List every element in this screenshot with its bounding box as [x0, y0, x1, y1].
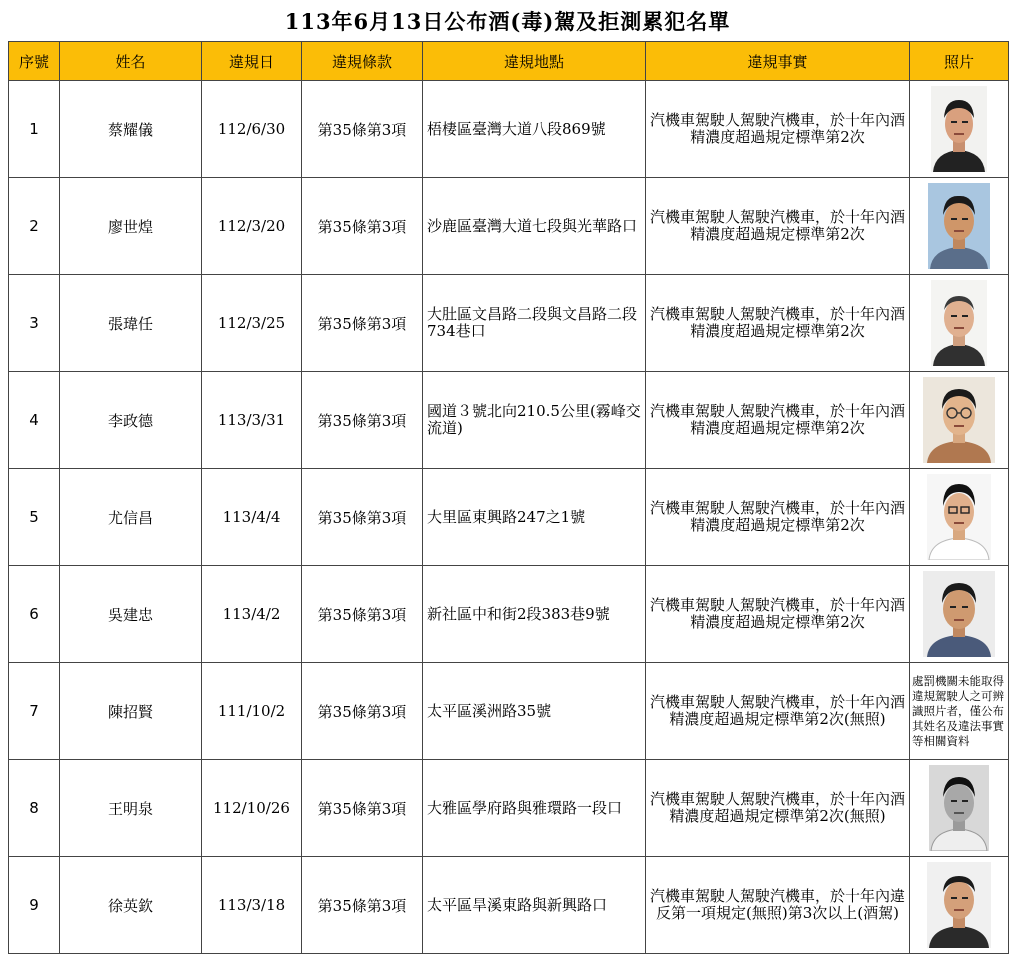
table-row: [9, 663, 1009, 760]
face-photo-icon: [929, 765, 989, 851]
table-row: [9, 178, 1009, 275]
row-name: 尤信昌: [60, 469, 202, 566]
col-header-location: 違規地點: [423, 42, 646, 81]
row-location: 梧棲區臺灣大道八段869號: [423, 81, 646, 178]
row-fact: 汽機車駕駛人駕駛汽機車，於十年內酒精濃度超過規定標準第2次: [646, 275, 910, 372]
row-clause: 第35條第3項: [302, 566, 423, 663]
row-clause: 第35條第3項: [302, 857, 423, 954]
row-date: 113/3/31: [202, 372, 302, 469]
row-location: 大里區東興路247之1號: [423, 469, 646, 566]
row-name: 徐英欽: [60, 857, 202, 954]
row-name: 張瑋任: [60, 275, 202, 372]
table-header-row: [9, 42, 1009, 81]
row-clause: 第35條第3項: [302, 81, 423, 178]
face-photo-icon: [931, 280, 987, 366]
row-name: 李政德: [60, 372, 202, 469]
col-header-name: 姓名: [60, 42, 202, 81]
row-location: 國道３號北向210.5公里(霧峰交流道): [423, 372, 646, 469]
row-photo: [910, 663, 1009, 760]
row-number: 8: [9, 760, 60, 857]
row-date: 112/3/25: [202, 275, 302, 372]
row-fact: 汽機車駕駛人駕駛汽機車，於十年內酒精濃度超過規定標準第2次: [646, 566, 910, 663]
row-date: 113/4/2: [202, 566, 302, 663]
row-name: 吳建忠: [60, 566, 202, 663]
row-photo: [910, 81, 1009, 178]
col-header-number: 序號: [9, 42, 60, 81]
col-header-photo: 照片: [910, 42, 1009, 81]
row-photo: [910, 178, 1009, 275]
face-photo-icon: [931, 86, 987, 172]
row-clause: 第35條第3項: [302, 275, 423, 372]
row-name: 廖世煌: [60, 178, 202, 275]
table-row: [9, 275, 1009, 372]
row-clause: 第35條第3項: [302, 663, 423, 760]
row-number: 5: [9, 469, 60, 566]
row-location: 太平區溪洲路35號: [423, 663, 646, 760]
row-number: 3: [9, 275, 60, 372]
row-photo: [910, 469, 1009, 566]
table-row: [9, 469, 1009, 566]
face-photo-icon: [928, 183, 990, 269]
row-photo: [910, 372, 1009, 469]
face-photo-icon: [927, 862, 991, 948]
row-date: 112/10/26: [202, 760, 302, 857]
row-photo: [910, 857, 1009, 954]
page-title: 113年6月13日公布酒(毒)駕及拒測累犯名單: [284, 9, 731, 34]
row-number: 2: [9, 178, 60, 275]
col-header-fact: 違規事實: [646, 42, 910, 81]
row-photo: [910, 566, 1009, 663]
face-photo-icon: [927, 474, 991, 560]
row-fact: 汽機車駕駛人駕駛汽機車，於十年內酒精濃度超過規定標準第2次(無照): [646, 663, 910, 760]
row-clause: 第35條第3項: [302, 178, 423, 275]
row-location: 太平區旱溪東路與新興路口: [423, 857, 646, 954]
row-location: 新社區中和街2段383巷9號: [423, 566, 646, 663]
row-date: 113/3/18: [202, 857, 302, 954]
row-date: 112/3/20: [202, 178, 302, 275]
row-name: 王明泉: [60, 760, 202, 857]
row-location: 沙鹿區臺灣大道七段與光華路口: [423, 178, 646, 275]
row-date: 111/10/2: [202, 663, 302, 760]
row-fact: 汽機車駕駛人駕駛汽機車，於十年內酒精濃度超過規定標準第2次: [646, 372, 910, 469]
row-number: 7: [9, 663, 60, 760]
row-location: 大肚區文昌路二段與文昌路二段734巷口: [423, 275, 646, 372]
row-fact: 汽機車駕駛人駕駛汽機車，於十年內酒精濃度超過規定標準第2次: [646, 469, 910, 566]
row-clause: 第35條第3項: [302, 760, 423, 857]
face-photo-icon: [923, 571, 995, 657]
row-number: 4: [9, 372, 60, 469]
row-photo: [910, 760, 1009, 857]
row-clause: 第35條第3項: [302, 469, 423, 566]
row-clause: 第35條第3項: [302, 372, 423, 469]
table-row: [9, 372, 1009, 469]
row-name: 陳招賢: [60, 663, 202, 760]
table-row: [9, 760, 1009, 857]
row-number: 1: [9, 81, 60, 178]
row-number: 6: [9, 566, 60, 663]
row-date: 112/6/30: [202, 81, 302, 178]
row-fact: 汽機車駕駛人駕駛汽機車，於十年內酒精濃度超過規定標準第2次(無照): [646, 760, 910, 857]
table-row: [9, 81, 1009, 178]
photo-unavailable-note: 處罰機關未能取得違規駕駛人之可辨識照片者，僅公布 其姓名及違法事實等相關資料: [912, 673, 1004, 748]
row-fact: 汽機車駕駛人駕駛汽機車，於十年內酒精濃度超過規定標準第2次: [646, 81, 910, 178]
row-fact: 汽機車駕駛人駕駛汽機車，於十年內酒精濃度超過規定標準第2次: [646, 178, 910, 275]
col-header-date: 違規日: [202, 42, 302, 81]
row-location: 大雅區學府路與雅環路一段口: [423, 760, 646, 857]
row-photo: [910, 275, 1009, 372]
col-header-clause: 違規條款: [302, 42, 423, 81]
row-fact: 汽機車駕駛人駕駛汽機車，於十年內違反第一項規定(無照)第3次以上(酒駕): [646, 857, 910, 954]
row-name: 蔡耀儀: [60, 81, 202, 178]
face-photo-icon: [923, 377, 995, 463]
offender-table: [8, 41, 1009, 954]
table-row: [9, 857, 1009, 954]
row-number: 9: [9, 857, 60, 954]
row-date: 113/4/4: [202, 469, 302, 566]
table-row: [9, 566, 1009, 663]
